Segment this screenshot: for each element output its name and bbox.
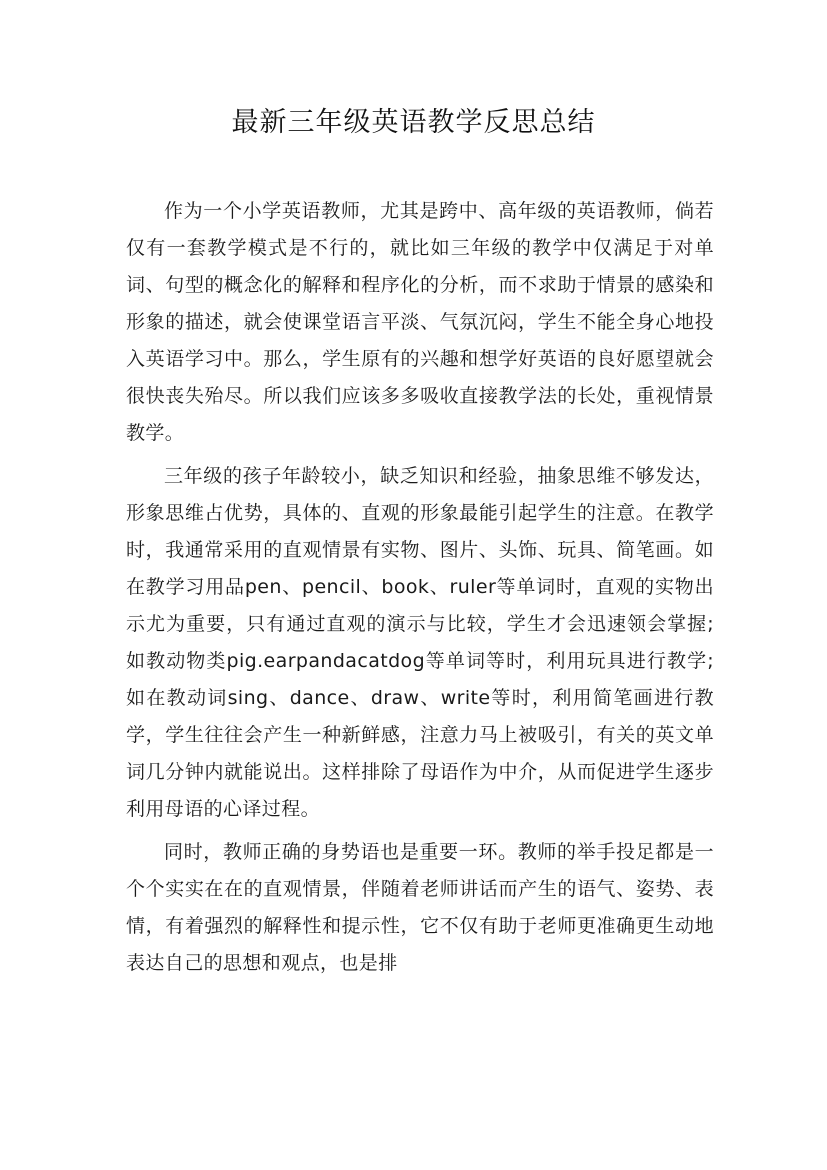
document-body xyxy=(126,193,714,988)
paragraph-2: 三年级的孩子年龄较小，缺乏知识和经验，抽象思维不够发达，形象思维占优势，具体的、直观的形象最能引起学生的注意。在教学时，我通常采用的直观情景有实物、图片、头饰、玩具、简笔画。如在教学习用品pen、pencil、book、ruler等单词时，直观的实物出示尤为重要，只有通过直观的演示与比较，学生才会迅速领会掌握;如教动物类pig.earpandacatdog等单词等时，利用玩具进行教学;如在教动词sing、dance、draw、write等时，利用简笔画进行教学，学生往往会产生一种新鲜感，注意力马上被吸引，有关的英文单词几分钟内就能说出。这样排除了母语作为中介，从而促进学生逐步利用母语的心译过程。 xyxy=(126,465,714,820)
paragraph-3: 同时，教师正确的身势语也是重要一环。教师的举手投足都是一个个实实在在的直观情景，伴随着老师讲话而产生的语气、姿势、表情，有着强烈的解释性和提示性，它不仅有助于老师更准确更生动地表达自己的思想和观点，也是排 xyxy=(126,841,714,974)
document-title: 最新三年级英语教学反思总结 xyxy=(231,107,596,138)
paragraph-1: 作为一个小学英语教师，尤其是跨中、高年级的英语教师，倘若仅有一套教学模式是不行的，就比如三年级的教学中仅满足于对单词、句型的概念化的解释和程序化的分析，而不求助于情景的感染和形象的描述，就会使课堂语言平淡、气氛沉闷，学生不能全身心地投入英语学习中。那么，学生原有的兴趣和想学好英语的良好愿望就会很快丧失殆尽。所以我们应该多多吸收直接教学法的长处，重视情景教学。 xyxy=(126,200,714,444)
